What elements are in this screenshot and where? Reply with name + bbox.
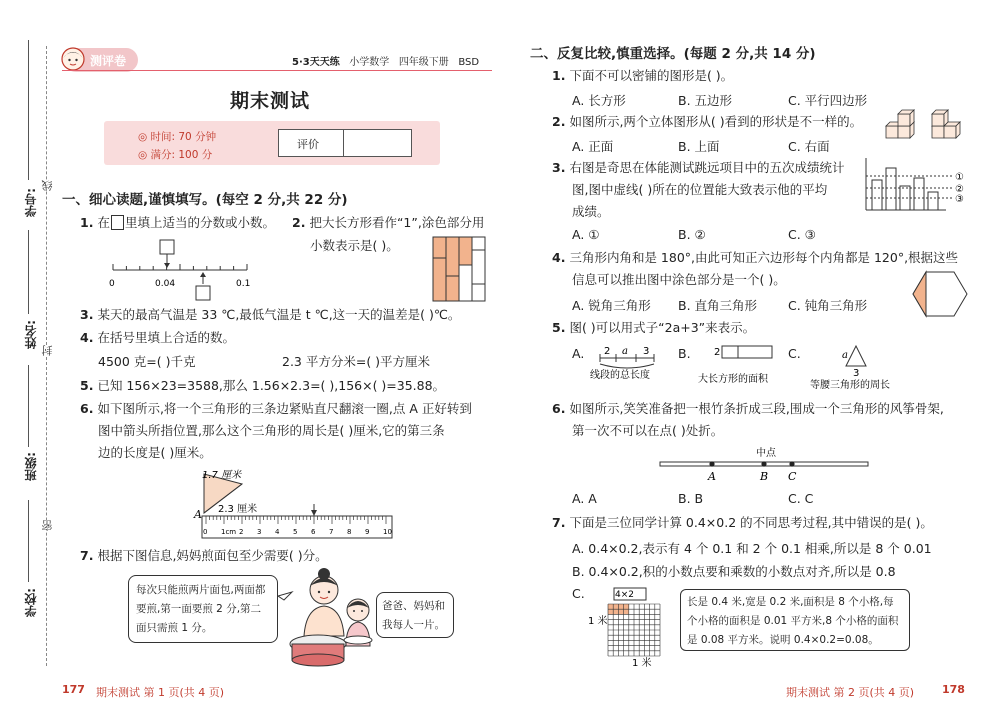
side-label-2: 2.3 厘米 <box>218 504 258 515</box>
class-label: 班级: <box>24 452 38 481</box>
s2q5-option-b[interactable]: B. <box>678 346 691 361</box>
s2q7-text: 下面是三位同学计算 0.4×0.2 的不同思考过程,其中错误的是( )。 <box>569 515 933 530</box>
shaded-cell <box>613 609 618 614</box>
s2q1-option-c[interactable]: C. 平行四边形 <box>788 93 868 108</box>
hexagon-figure <box>912 270 968 318</box>
s2-question-5 <box>552 320 755 336</box>
grid-side-label: 1 米 <box>588 616 608 627</box>
s2-question-3 <box>552 160 844 176</box>
s2-question-7 <box>552 515 933 531</box>
q4-part-b: 2.3 平方分米=( )平方厘米 <box>282 354 431 369</box>
q7-text: 根据下图信息,妈妈煎面包至少需要( )分。 <box>97 548 328 563</box>
s2q2-text: 如图所示,两个立体图形从( )看到的形状是不一样的。 <box>569 114 863 129</box>
seal-char-dense: 密 <box>41 520 54 531</box>
right-page-number: 178 <box>942 683 965 696</box>
answer-box-bottom[interactable] <box>196 286 210 300</box>
s2q6-line1: 如图所示,笑笑准备把一根竹条折成三段,围成一个三角形的风筝骨架, <box>569 401 944 416</box>
long-jump-bar-chart <box>862 156 972 214</box>
s2-question-4 <box>552 250 958 266</box>
q5-text: 已知 156×23=3588,那么 1.56×2.3=( ),156×( )=35.88。 <box>97 378 446 393</box>
s1-question-6 <box>80 401 472 417</box>
ruler-label: 7 <box>329 528 334 536</box>
evaluation-label: 评价 <box>297 138 319 151</box>
s2q6-option-b[interactable]: B. B <box>678 491 704 506</box>
q-number: 7. <box>80 548 94 563</box>
ruler-label: 0 <box>203 528 208 536</box>
badge-text: 测评卷 <box>90 54 127 68</box>
evaluation-box <box>278 129 412 157</box>
tick-004: 0.04 <box>155 279 176 289</box>
student-id-label: 学号: <box>24 188 38 217</box>
rectangle-strips-figure <box>432 236 488 304</box>
hundred-grid-figure <box>588 584 684 672</box>
rectangle-area-figure <box>694 342 784 386</box>
s2q5-option-a[interactable]: A. <box>572 346 585 361</box>
point-a-label: A <box>194 508 202 521</box>
s2q4-line1: 三角形内角和是 180°,由此可知正六边形每个内角都是 120°,根据这些 <box>569 250 959 265</box>
s2q3-line2: 图,图中虚线( )所在的位置能大致表示他的平均 <box>572 182 828 197</box>
speech-bubble-mom: 每次只能煎两片面包,两面都要煎,第一面要煎 2 分,第二面只需煎 1 分。 <box>128 575 278 643</box>
triangle-base-3: 3 <box>853 368 860 379</box>
grade: 四年级下册 <box>398 57 449 68</box>
header-rule <box>62 70 492 71</box>
school-line <box>28 500 29 582</box>
ruler-label: 5 <box>293 528 298 536</box>
tick-0: 0 <box>109 279 115 289</box>
number-line-figure <box>105 238 255 302</box>
class-line <box>28 365 29 447</box>
point-c: C <box>788 470 797 483</box>
grid-bottom-label: 1 米 <box>632 658 652 669</box>
side-label-1: 1.7 厘米 <box>202 470 242 481</box>
q-number: 6. <box>80 401 94 416</box>
midpoint-label: 中点 <box>756 448 776 459</box>
q6-line1: 如下图所示,将一个三角形的三条边紧贴直尺翻滚一圈,点 A 正好转到 <box>97 401 472 416</box>
girl-avatar-icon <box>60 46 86 72</box>
rect-caption: 大长方形的面积 <box>698 374 768 385</box>
s2q6-option-a[interactable]: A. A <box>572 491 597 506</box>
s2q1-option-a[interactable]: A. 长方形 <box>572 93 626 108</box>
series-name: 5·3天天练 <box>292 57 340 68</box>
seal-char-seal: 封 <box>41 345 54 356</box>
segment-val-3: 3 <box>643 346 650 357</box>
q2-line2: 小数表示是( )。 <box>310 238 399 253</box>
s2q5-text: 图( )可以用式子“2a+3”来表示。 <box>569 320 756 335</box>
ruler-label: 9 <box>365 528 370 536</box>
s2q5-option-c[interactable]: C. <box>788 346 801 361</box>
shaded-cell <box>618 609 623 614</box>
shaded-cell <box>613 604 618 609</box>
ruler-label: 1cm <box>221 528 237 536</box>
s2q6-line2: 第一次不可以在点( )处折。 <box>572 423 724 438</box>
s2q6-option-c[interactable]: C. C <box>788 491 814 506</box>
section2-heading: 二、反复比较,慎重选择。(每题 2 分,共 14 分) <box>530 46 816 62</box>
s2q4-option-a[interactable]: A. 锐角三角形 <box>572 298 651 313</box>
seal-char-line: 线 <box>41 180 54 191</box>
ruler-label: 6 <box>311 528 316 536</box>
triangle-caption: 等腰三角形的周长 <box>810 380 890 390</box>
q-number: 6. <box>552 401 566 416</box>
time-limit: ◎ 时间: 70 分钟 <box>138 131 217 143</box>
q-number: 4. <box>80 330 94 345</box>
q-number: 4. <box>552 250 566 265</box>
q-number: 5. <box>80 378 94 393</box>
q-number: 1. <box>80 215 94 230</box>
q1-post: 里填上适当的分数或小数。 <box>124 215 275 230</box>
triangle-side-a: a <box>842 350 848 361</box>
full-score: ◎ 满分: 100 分 <box>138 149 213 161</box>
grid-shaded-label: 4×2 <box>615 590 634 600</box>
left-footer-text: 期末测试 第 1 页(共 4 页) <box>96 686 225 699</box>
s1-question-1 <box>80 215 275 231</box>
q1-pre: 在 <box>97 215 110 230</box>
dashed-line-3-label: ③ <box>955 194 964 205</box>
school-label: 学校: <box>24 588 38 617</box>
section1-heading: 一、细心读题,谨慎填写。(每空 2 分,共 22 分) <box>62 192 348 208</box>
page-title: 期末测试 <box>230 90 311 112</box>
q-number: 7. <box>552 515 566 530</box>
q6-line3: 边的长度是( )厘米。 <box>98 445 212 460</box>
s2q4-option-b[interactable]: B. 直角三角形 <box>678 298 758 313</box>
blank-box <box>111 215 124 230</box>
ruler-triangle-figure <box>190 466 396 542</box>
s2q3-line1: 右图是奇思在体能测试跳远项目中的五次成绩统计 <box>569 160 845 175</box>
grid-lines <box>608 604 660 656</box>
right-footer-text: 期末测试 第 2 页(共 4 页) <box>786 686 915 699</box>
rect-height-label: 2 <box>714 347 721 358</box>
s2-question-2 <box>552 114 862 130</box>
score-text: 满分: 100 分 <box>150 149 213 161</box>
bamboo-stick-figure <box>656 444 872 484</box>
point-b: B <box>760 470 769 483</box>
ruler-label: 8 <box>347 528 352 536</box>
s1-question-5 <box>80 378 445 394</box>
point-a: A <box>708 470 716 483</box>
q-number: 2. <box>552 114 566 129</box>
number-line-ticks <box>113 264 247 270</box>
shaded-cell <box>624 604 629 609</box>
s2q3-option-c[interactable]: C. ③ <box>788 227 816 242</box>
shaded-cell <box>608 609 613 614</box>
s2-question-1 <box>552 68 733 84</box>
isosceles-triangle-figure <box>804 342 914 390</box>
ruler-label: 3 <box>257 528 262 536</box>
dashed-line-2-label: ② <box>955 184 964 195</box>
q-number: 3. <box>80 307 94 322</box>
s1-question-3 <box>80 307 460 323</box>
subject: 小学数学 <box>349 57 390 68</box>
s2q1-option-b[interactable]: B. 五边形 <box>678 93 733 108</box>
segment-val-2: 2 <box>604 346 611 357</box>
q-number: 2. <box>292 215 306 230</box>
s2q2-option-c[interactable]: C. 右面 <box>788 139 830 154</box>
q2-line1: 把大长方形看作“1”,涂色部分用 <box>309 215 485 230</box>
binding-dashed-line <box>46 46 47 666</box>
name-line <box>28 230 29 314</box>
child-illustration <box>338 596 378 648</box>
s2-question-6 <box>552 401 944 417</box>
s2q7-option-a[interactable]: A. 0.4×0.2,表示有 4 个 0.1 和 2 个 0.1 相乘,所以是 8 个 0.01 <box>572 541 932 556</box>
s1-question-2 <box>292 215 484 231</box>
left-page-number: 177 <box>62 683 85 696</box>
explanation-box: 长是 0.4 米,宽是 0.2 米,面积是 8 个小格,每个小格的面积是 0.01 平方米,8 个小格的面积是 0.08 平方米。说明 0.4×0.2=0.08。 <box>680 589 910 651</box>
evaluation-input[interactable] <box>345 130 411 156</box>
name-label: 姓名: <box>24 320 38 349</box>
info-box <box>104 121 440 165</box>
s2q7-option-b[interactable]: B. 0.4×0.2,积的小数点要和乘数的小数点对齐,所以是 0.8 <box>572 564 896 579</box>
s2q4-line2: 信息可以推出图中涂色部分是一个( )。 <box>572 272 786 287</box>
segment-caption: 线段的总长度 <box>590 370 650 381</box>
cube-figures <box>884 104 972 144</box>
segment-figure <box>588 342 672 382</box>
speech-bubble-child: 爸爸、妈妈和我每人一片。 <box>376 592 454 638</box>
q4-text: 在括号里填上合适的数。 <box>97 330 235 345</box>
answer-box-top[interactable] <box>160 240 174 254</box>
ruler-label: 2 <box>239 528 244 536</box>
tick-01: 0.1 <box>236 279 251 289</box>
q6-line2: 图中箭头所指位置,那么这个三角形的周长是( )厘米,它的第三条 <box>98 423 445 438</box>
s2q4-option-c[interactable]: C. 钝角三角形 <box>788 298 868 313</box>
s2q2-option-b[interactable]: B. 上面 <box>678 139 720 154</box>
segment-val-a: a <box>622 346 628 357</box>
q-number: 1. <box>552 68 566 83</box>
q-number: 3. <box>552 160 566 175</box>
s1-question-7 <box>80 548 328 564</box>
s1-question-4 <box>80 330 235 346</box>
arrow-icon <box>311 510 317 516</box>
s2q2-option-a[interactable]: A. 正面 <box>572 139 614 154</box>
badge <box>64 48 138 72</box>
q3-text: 某天的最高气温是 33 ℃,最低气温是 t ℃,这一天的温差是( )℃。 <box>97 307 461 322</box>
student-id-line <box>28 40 29 180</box>
shaded-cell <box>608 604 613 609</box>
q4-part-a: 4500 克=( )千克 <box>98 354 196 369</box>
s2q3-option-b[interactable]: B. ② <box>678 227 706 242</box>
s2q7-option-c[interactable]: C. <box>572 586 585 601</box>
dashed-line-1-label: ① <box>955 172 964 183</box>
shaded-cell <box>624 609 629 614</box>
ruler-label: 10 <box>383 528 392 536</box>
time-text: 时间: 70 分钟 <box>150 131 217 143</box>
edition: BSD <box>458 57 480 68</box>
s2q1-text: 下面不可以密铺的图形是( )。 <box>569 68 734 83</box>
header-meta <box>292 53 479 68</box>
q-number: 5. <box>552 320 566 335</box>
shaded-cell <box>618 604 623 609</box>
s2q3-line3: 成绩。 <box>572 204 610 219</box>
s2q3-option-a[interactable]: A. ① <box>572 227 600 242</box>
ruler-label: 4 <box>275 528 280 536</box>
